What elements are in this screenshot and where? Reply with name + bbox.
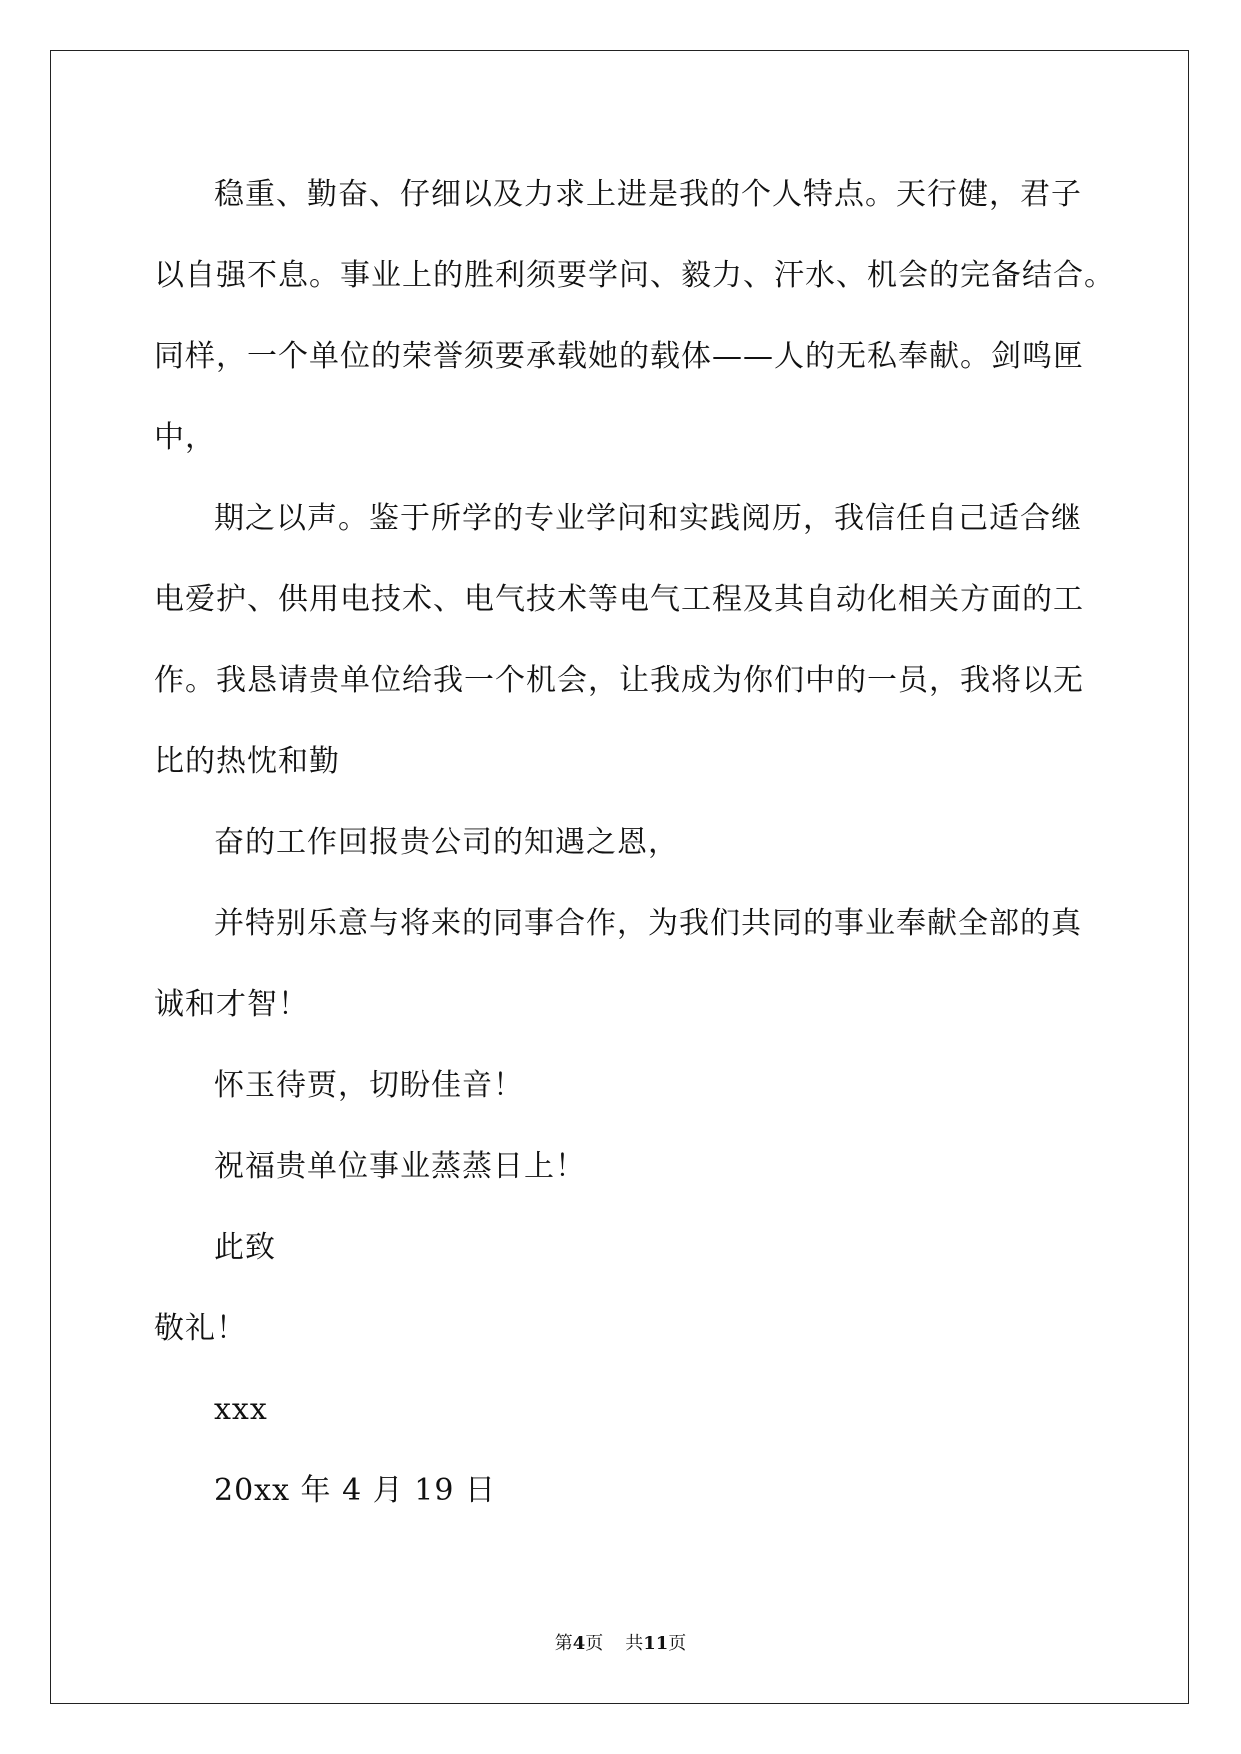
signature-date: 20xx 年 4 月 19 日 [214, 1473, 496, 1508]
letter-body [154, 154, 1115, 1531]
text-line: 奋的工作回报贵公司的知遇之恩， [214, 825, 679, 860]
footer-total-prefix: 共 [625, 1633, 644, 1654]
signature-name: xxx [214, 1392, 268, 1427]
text-line: 电爱护、供用电技术、电气技术等电气工程及其自动化相关方面的工 [154, 582, 1084, 617]
text-line: 祝福贵单位事业蒸蒸日上！ [214, 1149, 586, 1184]
text-line: 以自强不息。事业上的胜利须要学问、毅力、汗水、机会的完备结合。 [154, 258, 1115, 293]
total-pages: 11 [643, 1633, 669, 1654]
text-line: 稳重、勤奋、仔细以及力求上进是我的个人特点。天行健，君子 [214, 177, 1082, 212]
text-line: 作。我恳请贵单位给我一个机会，让我成为你们中的一员，我将以无 [154, 663, 1084, 698]
page-footer [0, 1632, 1241, 1656]
page-number: 4 [572, 1633, 586, 1654]
salutation: 敬礼！ [154, 1311, 247, 1346]
footer-page-unit: 页 [585, 1633, 604, 1654]
text-line: 怀玉待贾，切盼佳音！ [214, 1068, 524, 1103]
text-line: 并特别乐意与将来的同事合作，为我们共同的事业奉献全部的真 [214, 906, 1082, 941]
text-line: 诚和才智！ [154, 987, 309, 1022]
text-line: 同样，一个单位的荣誉须要承载她的载体——人的无私奉献。剑鸣匣 [154, 339, 1084, 374]
text-line: 中， [154, 420, 216, 455]
footer-prefix: 第 [554, 1633, 573, 1654]
closing-phrase: 此致 [214, 1230, 276, 1265]
text-line: 比的热忱和勤 [154, 744, 340, 779]
text-line: 期之以声。鉴于所学的专业学问和实践阅历，我信任自己适合继 [214, 501, 1082, 536]
footer-total-unit: 页 [668, 1633, 687, 1654]
